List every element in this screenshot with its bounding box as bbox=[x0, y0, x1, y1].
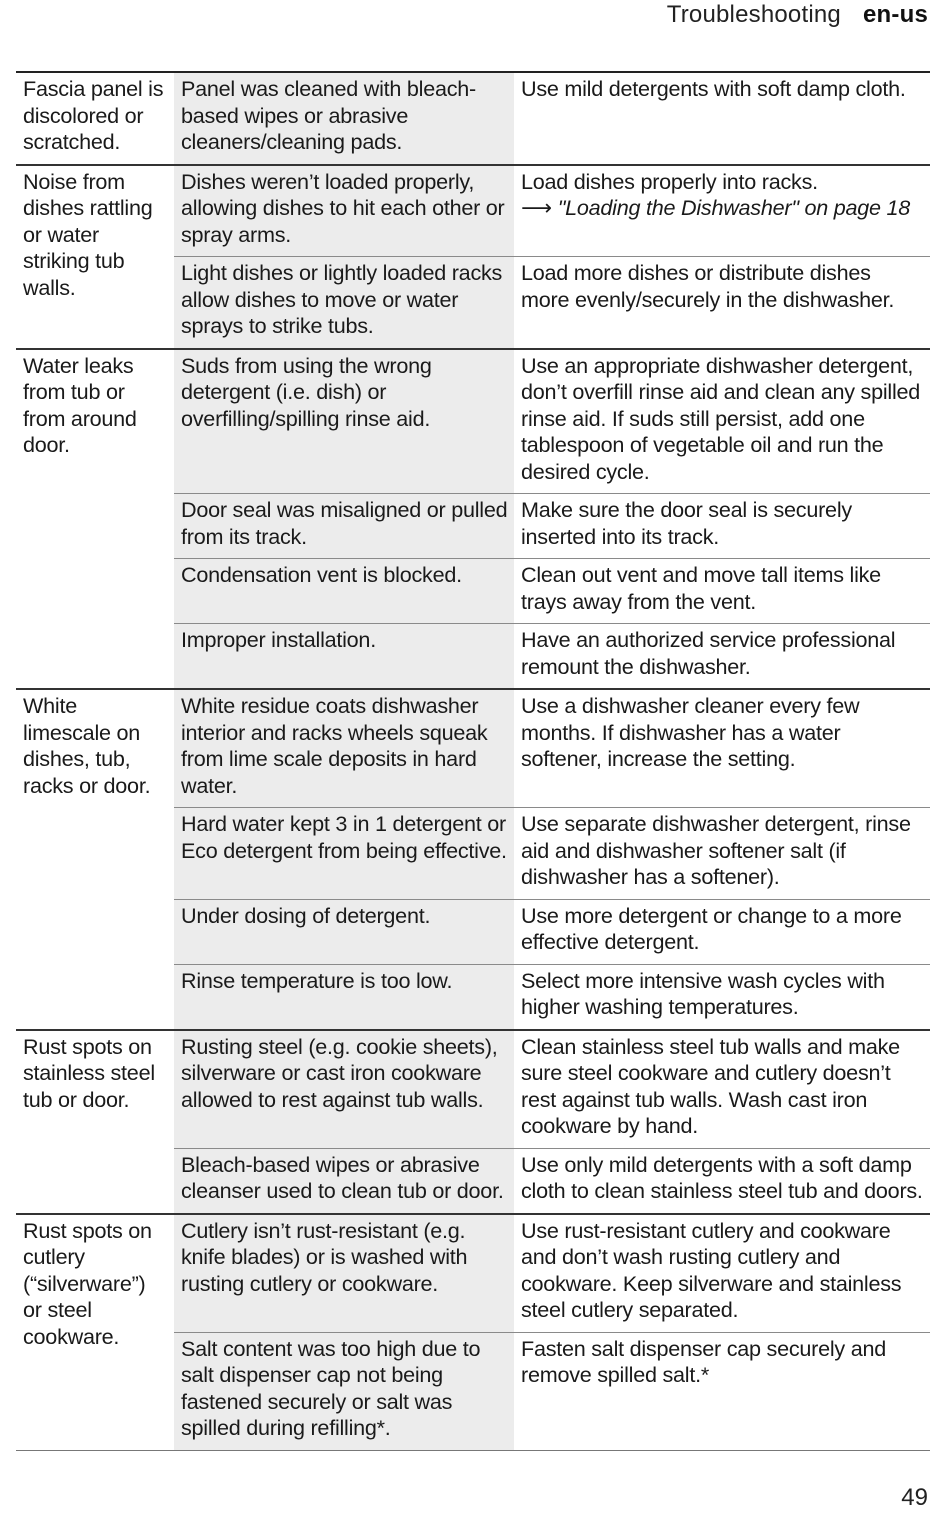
troubleshooting-table-wrapper bbox=[16, 71, 930, 1451]
cause-cell: Under dosing of detergent. bbox=[174, 899, 514, 964]
solution-text: Use separate dishwasher detergent, rinse aid and dishwasher softener salt (if dishwasher has a softener). bbox=[521, 811, 911, 889]
problem-cell: Rust spots on stainless steel tub or door. bbox=[16, 1030, 174, 1214]
solution-text: Use an appropriate dishwasher detergent, don’t overfill rinse aid and clean any spilled rinse aid. If suds still persist, add one tablespoon of vegetable oil and run the desired cycle. bbox=[521, 352, 921, 484]
solution-cell bbox=[514, 165, 930, 257]
cause-cell: Salt content was too high due to salt dispenser cap not being fastened securely or salt was spilled during refilling*. bbox=[174, 1332, 514, 1450]
troubleshooting-table bbox=[16, 71, 930, 1451]
cause-cell: Door seal was misaligned or pulled from its track. bbox=[174, 494, 514, 559]
page-header bbox=[667, 0, 928, 30]
cause-cell: Bleach-based wipes or abrasive cleanser used to clean tub or door. bbox=[174, 1148, 514, 1214]
cause-cell: Dishes weren’t loaded properly, allowing dishes to hit each other or spray arms. bbox=[174, 165, 514, 257]
section-title: Troubleshooting bbox=[666, 1, 841, 28]
table-row bbox=[16, 1214, 930, 1333]
solution-text: Clean out vent and move tall items like trays away from the vent. bbox=[521, 562, 881, 614]
solution-cell bbox=[514, 349, 930, 494]
solution-cell bbox=[514, 899, 930, 964]
table-row bbox=[16, 1030, 930, 1149]
solution-cell bbox=[514, 964, 930, 1030]
solution-cell bbox=[514, 624, 930, 690]
solution-text: Fasten salt dispenser cap securely and remove spilled salt.* bbox=[521, 1335, 886, 1387]
solution-cell bbox=[514, 494, 930, 559]
solution-cell bbox=[514, 1332, 930, 1450]
problem-cell: White limescale on dishes, tub, racks or door. bbox=[16, 689, 174, 1030]
troubleshooting-table-body bbox=[16, 72, 930, 1450]
table-row bbox=[16, 349, 930, 494]
cause-cell: Condensation vent is blocked. bbox=[174, 559, 514, 624]
solution-text: Make sure the door seal is securely inserted into its track. bbox=[521, 497, 852, 549]
solution-cell bbox=[514, 808, 930, 900]
cause-cell: Suds from using the wrong detergent (i.e. dish) or overfilling/spilling rinse aid. bbox=[174, 349, 514, 494]
problem-cell: Fascia panel is discolored or scratched. bbox=[23, 76, 164, 154]
cause-cell: Cutlery isn’t rust-resistant (e.g. knife blades) or is washed with rusting cutlery or cookware. bbox=[174, 1214, 514, 1333]
problem-cell: Rust spots on cutlery (“silverware”) or steel cookware. bbox=[16, 1214, 174, 1451]
table-row bbox=[16, 72, 930, 165]
page-reference-link[interactable]: "Loading the Dishwasher" on page 18 bbox=[557, 195, 911, 220]
cause-cell: Panel was cleaned with bleach-based wipes or abrasive cleaners/cleaning pads. bbox=[174, 72, 514, 165]
solution-cell bbox=[514, 1214, 930, 1333]
cause-cell: White residue coats dishwasher interior and racks wheels squeak from lime scale deposits in hard water. bbox=[174, 689, 514, 808]
cause-cell: Hard water kept 3 in 1 detergent or Eco detergent from being effective. bbox=[174, 808, 514, 900]
solution-text: Use more detergent or change to a more effective detergent. bbox=[521, 902, 902, 954]
solution-text: Load dishes properly into racks. bbox=[521, 168, 818, 194]
cause-cell: Rusting steel (e.g. cookie sheets), silverware or cast iron cookware allowed to rest against tub walls. bbox=[174, 1030, 514, 1149]
solution-text: Select more intensive wash cycles with higher washing temperatures. bbox=[521, 967, 885, 1019]
solution-text: Clean stainless steel tub walls and make sure steel cookware and cutlery doesn’t rest against tub walls. Wash cast iron cookware by hand. bbox=[521, 1033, 900, 1138]
solution-cell bbox=[514, 1148, 930, 1214]
solution-cell bbox=[514, 1030, 930, 1149]
solution-text: Use rust-resistant cutlery and cookware and don’t wash rusting cutlery and cookware. Keep silverware and stainless steel cutlery separated. bbox=[521, 1217, 902, 1322]
cause-cell: Rinse temperature is too low. bbox=[174, 964, 514, 1030]
solution-text: Load more dishes or distribute dishes more evenly/securely in the dishwasher. bbox=[521, 260, 895, 312]
solution-text: Have an authorized service professional remount the dishwasher. bbox=[521, 627, 896, 679]
problem-cell: Water leaks from tub or from around door. bbox=[16, 349, 174, 690]
page-number: 49 bbox=[901, 1484, 928, 1511]
solution-cell bbox=[514, 72, 930, 165]
solution-cell bbox=[514, 257, 930, 349]
solution-text: Use only mild detergents with a soft damp cloth to clean stainless steel tub and doors. bbox=[521, 1151, 923, 1203]
solution-cell bbox=[514, 689, 930, 808]
problem-cell: Noise from dishes rattling or water striking tub walls. bbox=[16, 165, 174, 349]
solution-text: Use a dishwasher cleaner every few months. If dishwasher has a water softener, increase the setting. bbox=[521, 693, 860, 771]
table-row bbox=[16, 165, 930, 257]
cause-cell: Improper installation. bbox=[174, 624, 514, 690]
language-code: en-us bbox=[862, 1, 928, 28]
solution-text: Use mild detergents with soft damp cloth. bbox=[521, 76, 906, 101]
table-row bbox=[16, 689, 930, 808]
arrow-right-icon: ⟶ bbox=[521, 195, 552, 220]
cause-cell: Light dishes or lightly loaded racks allow dishes to move or water sprays to strike tubs. bbox=[174, 257, 514, 349]
solution-cell bbox=[514, 559, 930, 624]
